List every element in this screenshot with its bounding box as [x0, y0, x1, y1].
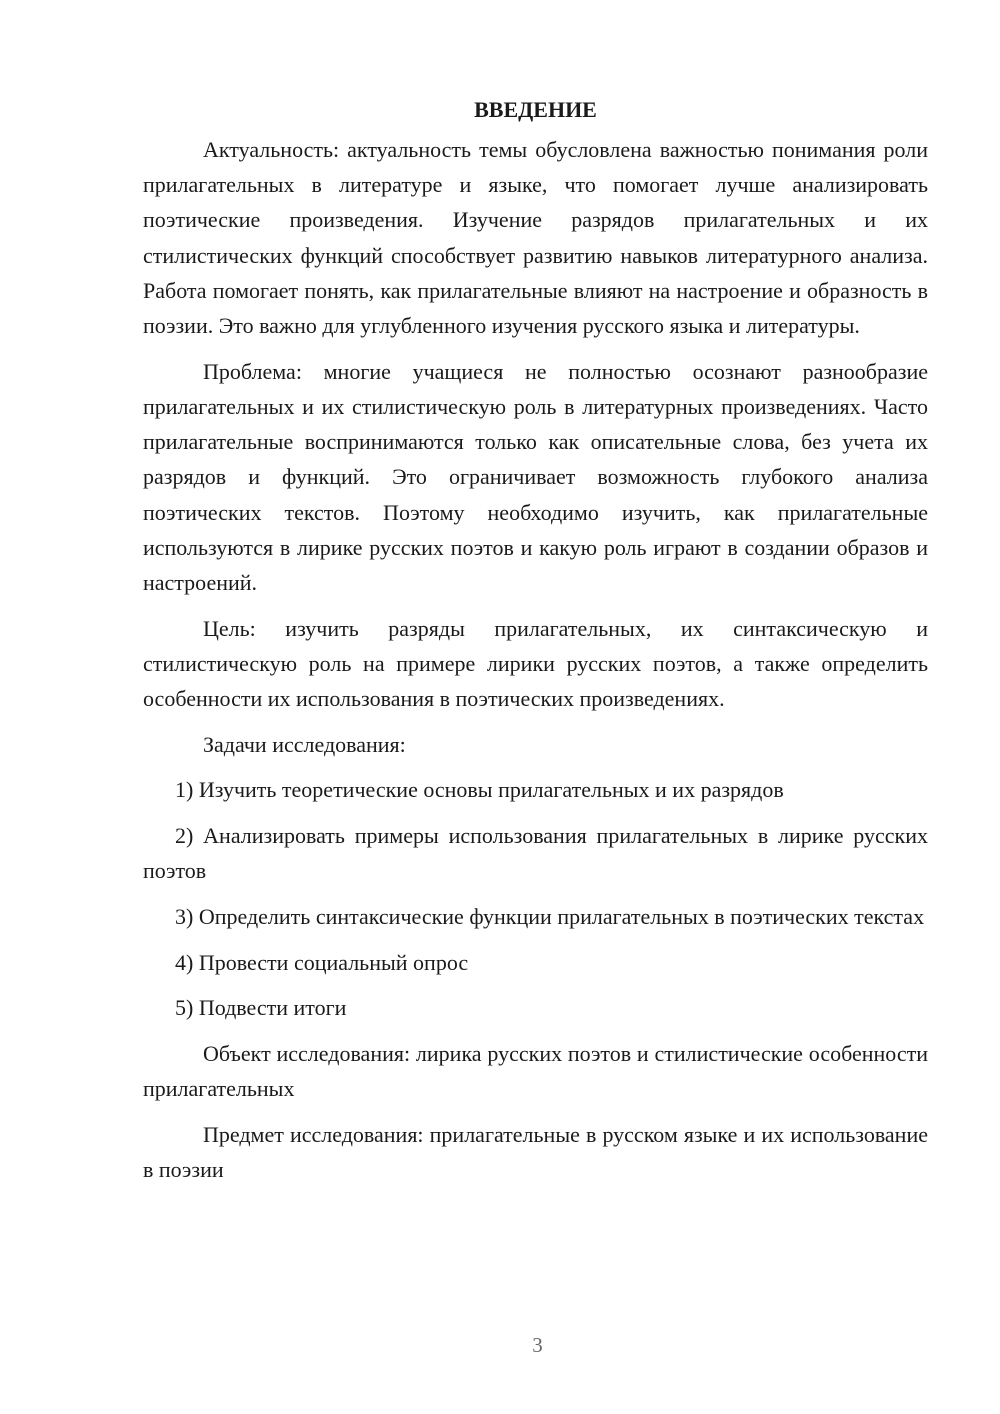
task-item-4: 4) Провести социальный опрос: [175, 949, 469, 975]
object-paragraph: Объект исследования: лирика русских поэтов и стилистические особенности прилагательных: [143, 1041, 928, 1102]
task-item-1: 1) Изучить теоретические основы прилагательных и их разрядов: [175, 777, 784, 803]
section-title: ВВЕДЕНИЕ: [474, 97, 597, 122]
task-item-5: 5) Подвести итоги: [175, 995, 347, 1021]
relevance-paragraph: Актуальность: актуальность темы обусловлена важностью понимания роли прилагательных в литературе и языке, что помогает лучше анализировать поэтические произведения. Изучение разрядов прилагательных и их стилистических функций способствует развитию навыков литературного анализа. Работа помогает понять, как прилагательные влияют на настроение и образность в поэзии. Это важно для углубленного изучения русского языка и литературы.: [143, 137, 928, 339]
problem-paragraph: Проблема: многие учащиеся не полностью осознают разнообразие прилагательных и их стилистическую роль в литературных произведениях. Часто прилагательные воспринимаются только как описательные слова, без учета их разрядов и функций. Это ограничивает возможность глубокого анализа поэтических текстов. Поэтому необходимо изучить, как прилагательные используются в лирике русских поэтов и какую роль играют в создании образов и настроений.: [143, 358, 928, 595]
page-number: 3: [532, 1333, 543, 1357]
task-item-2: 2) Анализировать примеры использования прилагательных в лирике русских поэтов: [143, 823, 928, 884]
tasks-heading: Задачи исследования:: [203, 731, 406, 757]
task-item-3: 3) Определить синтаксические функции прилагательных в поэтических текстах: [175, 904, 925, 930]
subject-paragraph: Предмет исследования: прилагательные в русском языке и их использование в поэзии: [143, 1122, 928, 1183]
page-content: [143, 92, 928, 1198]
goal-paragraph: Цель: изучить разряды прилагательных, их синтаксическую и стилистическую роль на примере лирики русских поэтов, а также определить особенности их использования в поэтических произведениях.: [143, 615, 928, 712]
